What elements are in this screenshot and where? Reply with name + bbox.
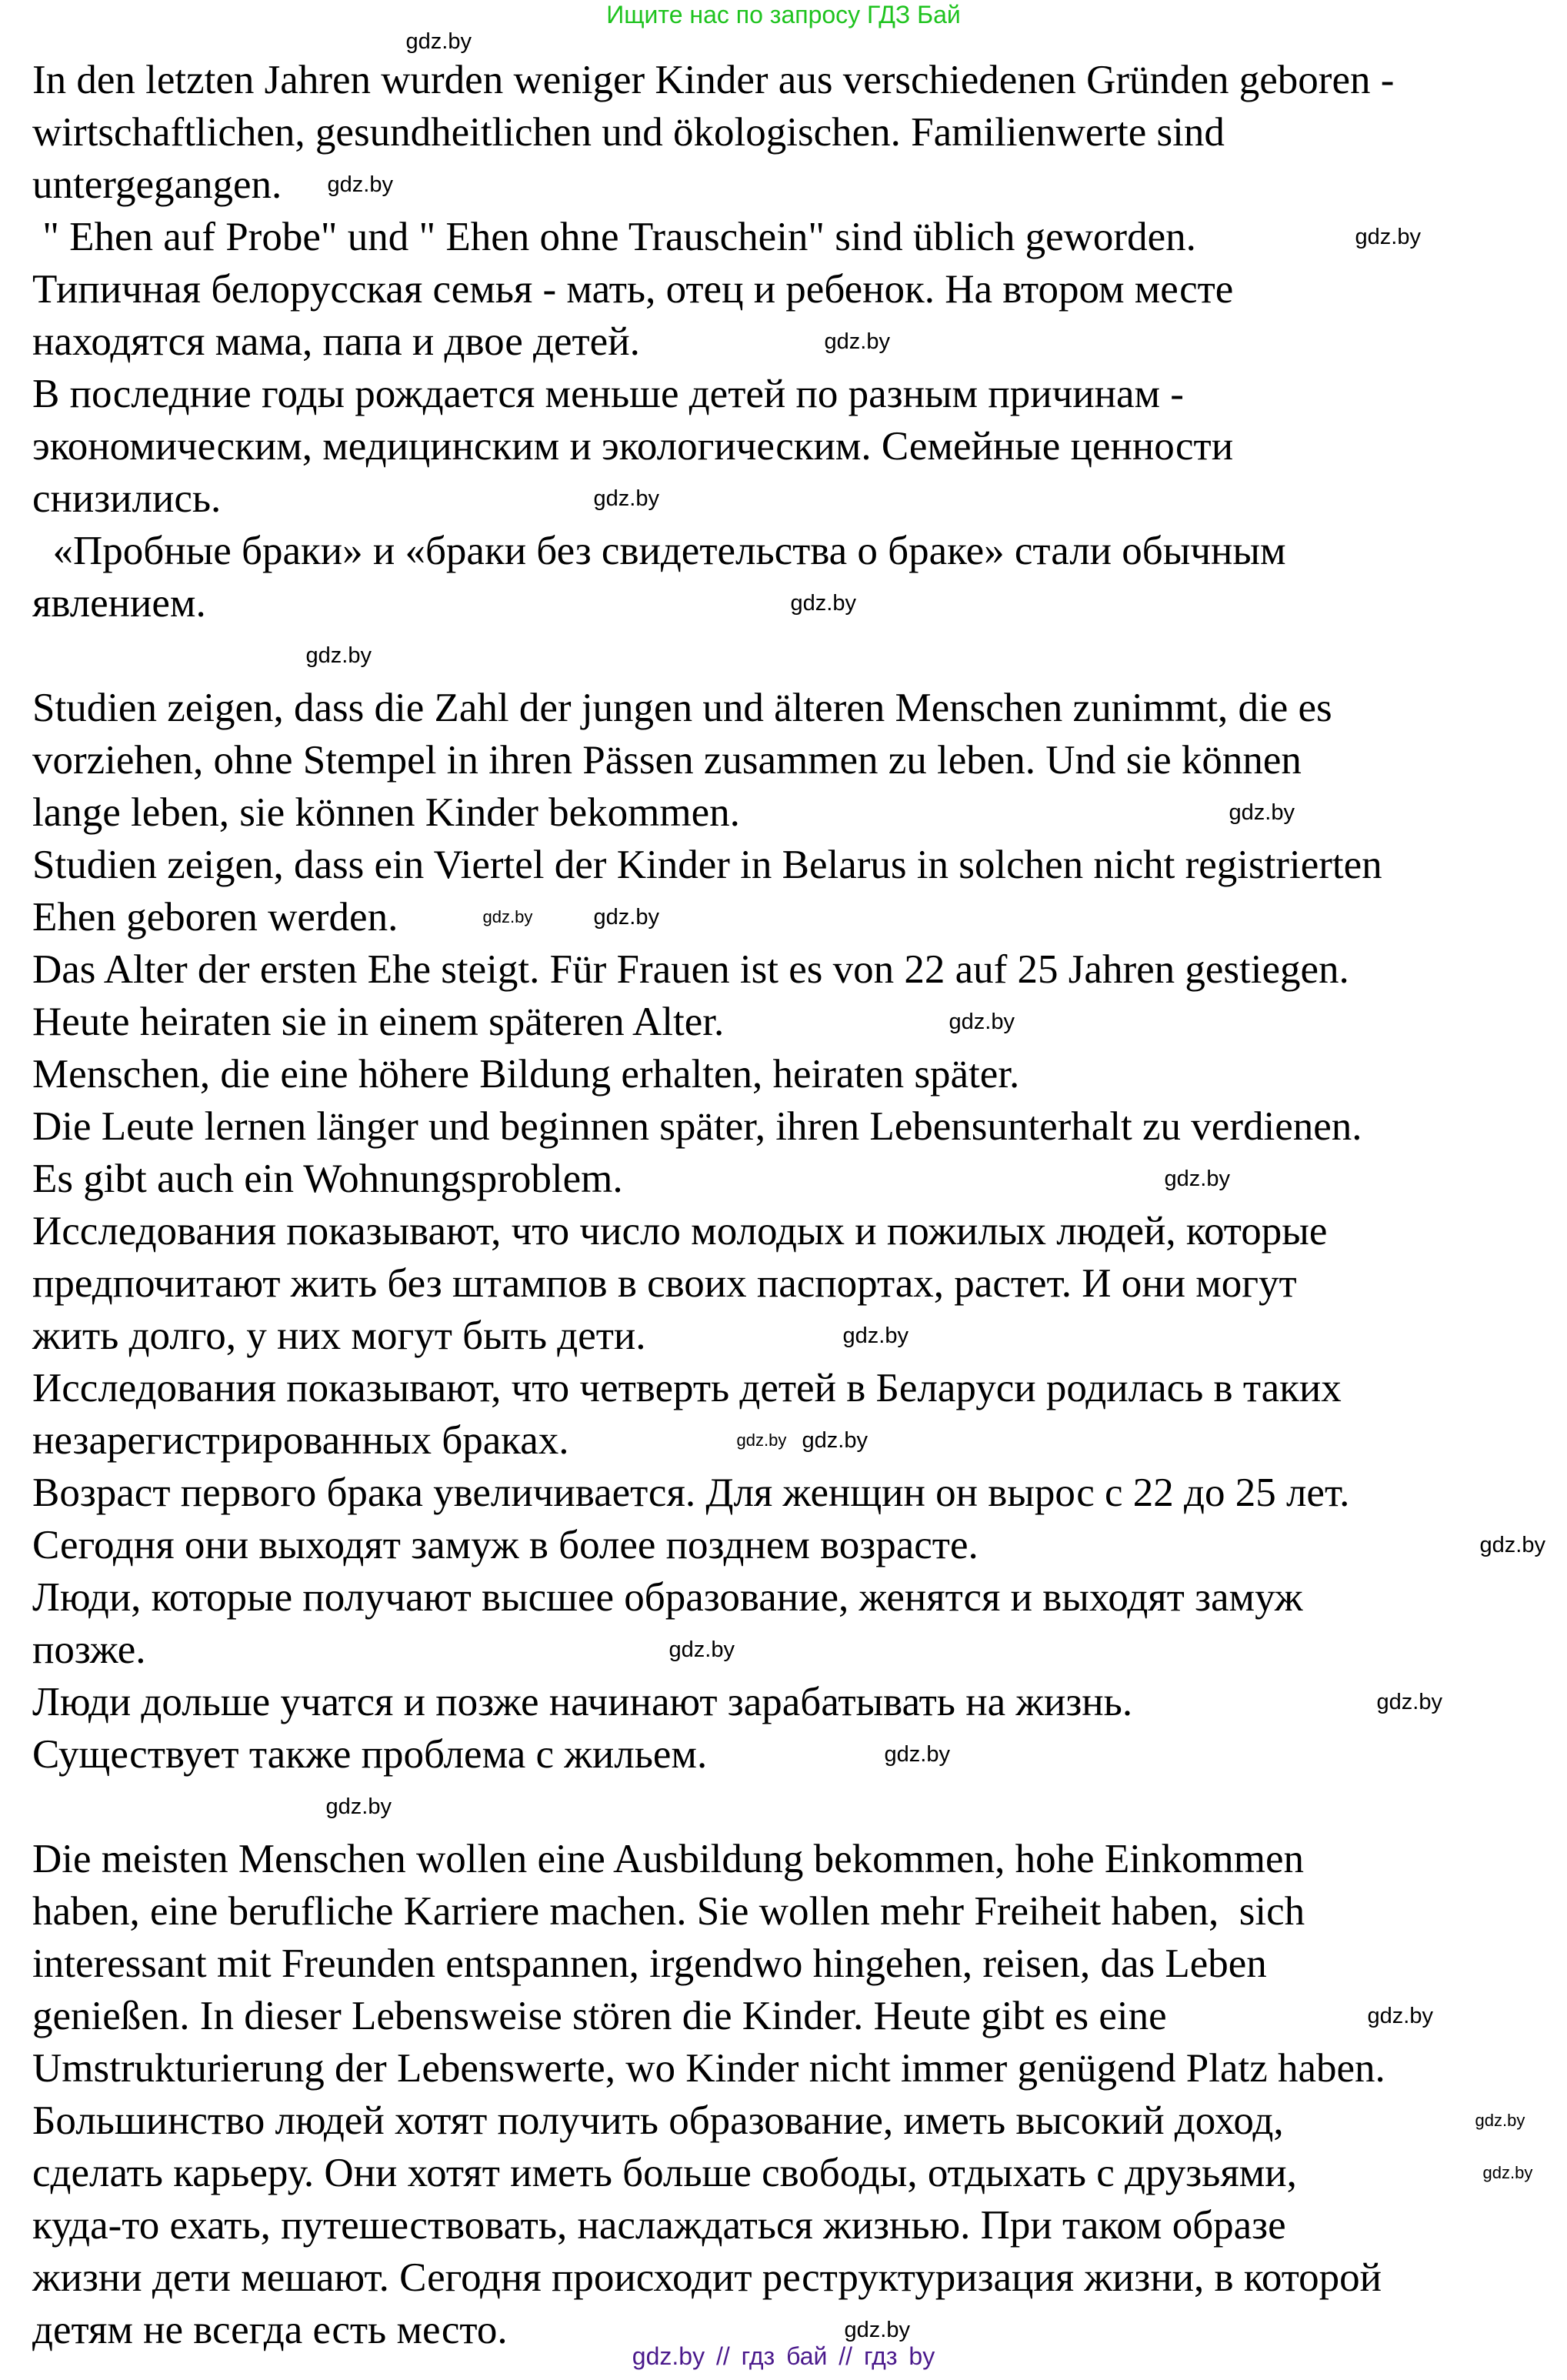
text-line: Возраст первого брака увеличивается. Для женщин он вырос с 22 до 25 лет.: [32, 1470, 1350, 1515]
text-line: Die Leute lernen länger und beginnen später, ihren Lebensunterhalt zu verdienen.: [32, 1104, 1362, 1149]
watermark-label: gdz.by: [824, 329, 890, 354]
text-line: lange leben, sie können Kinder bekommen.: [32, 790, 740, 835]
watermark-label: gdz.by: [949, 1010, 1015, 1034]
text-line: genießen. In dieser Lebensweise stören die Kinder. Heute gibt es eine: [32, 1994, 1167, 2038]
text-line: «Пробные браки» и «браки без свидетельства о браке» стали обычным: [32, 529, 1286, 573]
watermark-label: gdz.by: [1164, 1167, 1230, 1191]
text-line: Es gibt auch ein Wohnungsproblem.: [32, 1157, 623, 1201]
text-line: сделать карьеру. Они хотят иметь больше свободы, отдыхать с друзьями,: [32, 2151, 1297, 2195]
text-line: Исследования показывают, что число молодых и пожилых людей, которые: [32, 1209, 1328, 1253]
watermark-label: gdz.by: [884, 1742, 950, 1767]
text-line: vorziehen, ohne Stempel in ihren Pässen zusammen zu leben. Und sie können: [32, 738, 1302, 783]
text-line: haben, eine berufliche Karriere machen. Sie wollen mehr Freiheit haben, sich: [32, 1889, 1305, 1934]
text-line: позже.: [32, 1627, 146, 1672]
watermark-label: gdz.by: [790, 591, 856, 616]
text-line: Исследования показывают, что четверть детей в Беларуси родилась в таких: [32, 1366, 1342, 1410]
text-line: Studien zeigen, dass ein Viertel der Kinder in Belarus in solchen nicht registrierten: [32, 843, 1382, 887]
text-line: В последние годы рождается меньше детей по разным причинам -: [32, 372, 1184, 416]
text-line: Umstrukturierung der Lebenswerte, wo Kinder nicht immer genügend Platz haben.: [32, 2046, 1385, 2091]
watermark-label: gdz.by: [1367, 2004, 1433, 2028]
watermark-label: gdz.by: [802, 1428, 868, 1453]
watermark-label: gdz.by: [593, 486, 659, 511]
text-line: Существует также проблема с жильем.: [32, 1732, 708, 1777]
text-line: находятся мама, папа и двое детей.: [32, 319, 640, 364]
watermark-label: gdz.by: [736, 1430, 787, 1450]
header-banner: Ищите нас по запросу ГДЗ Бай: [606, 1, 961, 28]
watermark-label: gdz.by: [842, 1324, 909, 1348]
watermark-label: gdz.by: [1355, 225, 1421, 249]
watermark-label: gdz.by: [593, 905, 659, 930]
watermark-label: gdz.by: [668, 1637, 735, 1662]
text-line: Большинство людей хотят получить образование, иметь высокий доход,: [32, 2098, 1284, 2143]
footer-banner: gdz.by // гдз бай // гдз by: [632, 2342, 935, 2370]
document-body: [32, 54, 1563, 2356]
text-line: Сегодня они выходят замуж в более позднем возрасте.: [32, 1523, 979, 1567]
text-line: Die meisten Menschen wollen eine Ausbildung bekommen, hohe Einkommen: [32, 1837, 1304, 1881]
watermark-label: gdz.by: [325, 1794, 392, 1819]
watermark-label: gdz.by: [1229, 800, 1295, 825]
text-line: жить долго, у них могут быть дети.: [32, 1314, 646, 1358]
text-line: экономическим, медицинским и экологическим. Семейные ценности: [32, 424, 1234, 469]
text-line: In den letzten Jahren wurden weniger Kinder aus verschiedenen Gründen geboren -: [32, 58, 1395, 102]
text-line: предпочитают жить без штампов в своих паспортах, растет. И они могут: [32, 1261, 1297, 1306]
text-line: wirtschaftlichen, gesundheitlichen und ökologischen. Familienwerte sind: [32, 110, 1225, 155]
text-line: явлением.: [32, 581, 206, 626]
text-line: снизились.: [32, 476, 222, 521]
text-line: Menschen, die eine höhere Bildung erhalten, heiraten später.: [32, 1052, 1020, 1097]
watermark-label: gdz.by: [1482, 2163, 1533, 2182]
text-line: Das Alter der ersten Ehe steigt. Für Frauen ist es von 22 auf 25 Jahren gestiegen.: [32, 947, 1349, 992]
watermark-label: gdz.by: [844, 2318, 910, 2342]
text-line: детям не всегда есть место.: [32, 2308, 508, 2352]
watermark-label: gdz.by: [1376, 1690, 1442, 1714]
watermark-label: gdz.by: [405, 29, 472, 54]
text-line: untergegangen.: [32, 162, 282, 207]
text-line: " Ehen auf Probe" und " Ehen ohne Trauschein" sind üblich geworden.: [32, 215, 1196, 259]
text-line: жизни дети мешают. Сегодня происходит реструктуризация жизни, в которой: [32, 2255, 1382, 2300]
watermark-label: gdz.by: [305, 643, 372, 668]
text-line: Heute heiraten sie in einem späteren Alter.: [32, 1000, 725, 1044]
watermark-label: gdz.by: [1475, 2111, 1525, 2130]
watermark-label: gdz.by: [482, 907, 533, 926]
watermark-label: gdz.by: [327, 172, 393, 197]
text-line: куда-то ехать, путешествовать, наслаждаться жизнью. При таком образе: [32, 2203, 1286, 2248]
watermark-label: gdz.by: [1479, 1533, 1545, 1557]
text-line: Studien zeigen, dass die Zahl der jungen und älteren Menschen zunimmt, die es: [32, 686, 1332, 730]
text-line: interessant mit Freunden entspannen, irgendwo hingehen, reisen, das Leben: [32, 1941, 1267, 1986]
text-line: Ehen geboren werden.: [32, 895, 398, 940]
text-line: Люди дольше учатся и позже начинают зарабатывать на жизнь.: [32, 1680, 1133, 1724]
text-line: Люди, которые получают высшее образование, женятся и выходят замуж: [32, 1575, 1303, 1620]
text-line: незарегистрированных браках.: [32, 1418, 569, 1463]
text-line: Типичная белорусская семья - мать, отец и ребенок. На втором месте: [32, 267, 1234, 312]
